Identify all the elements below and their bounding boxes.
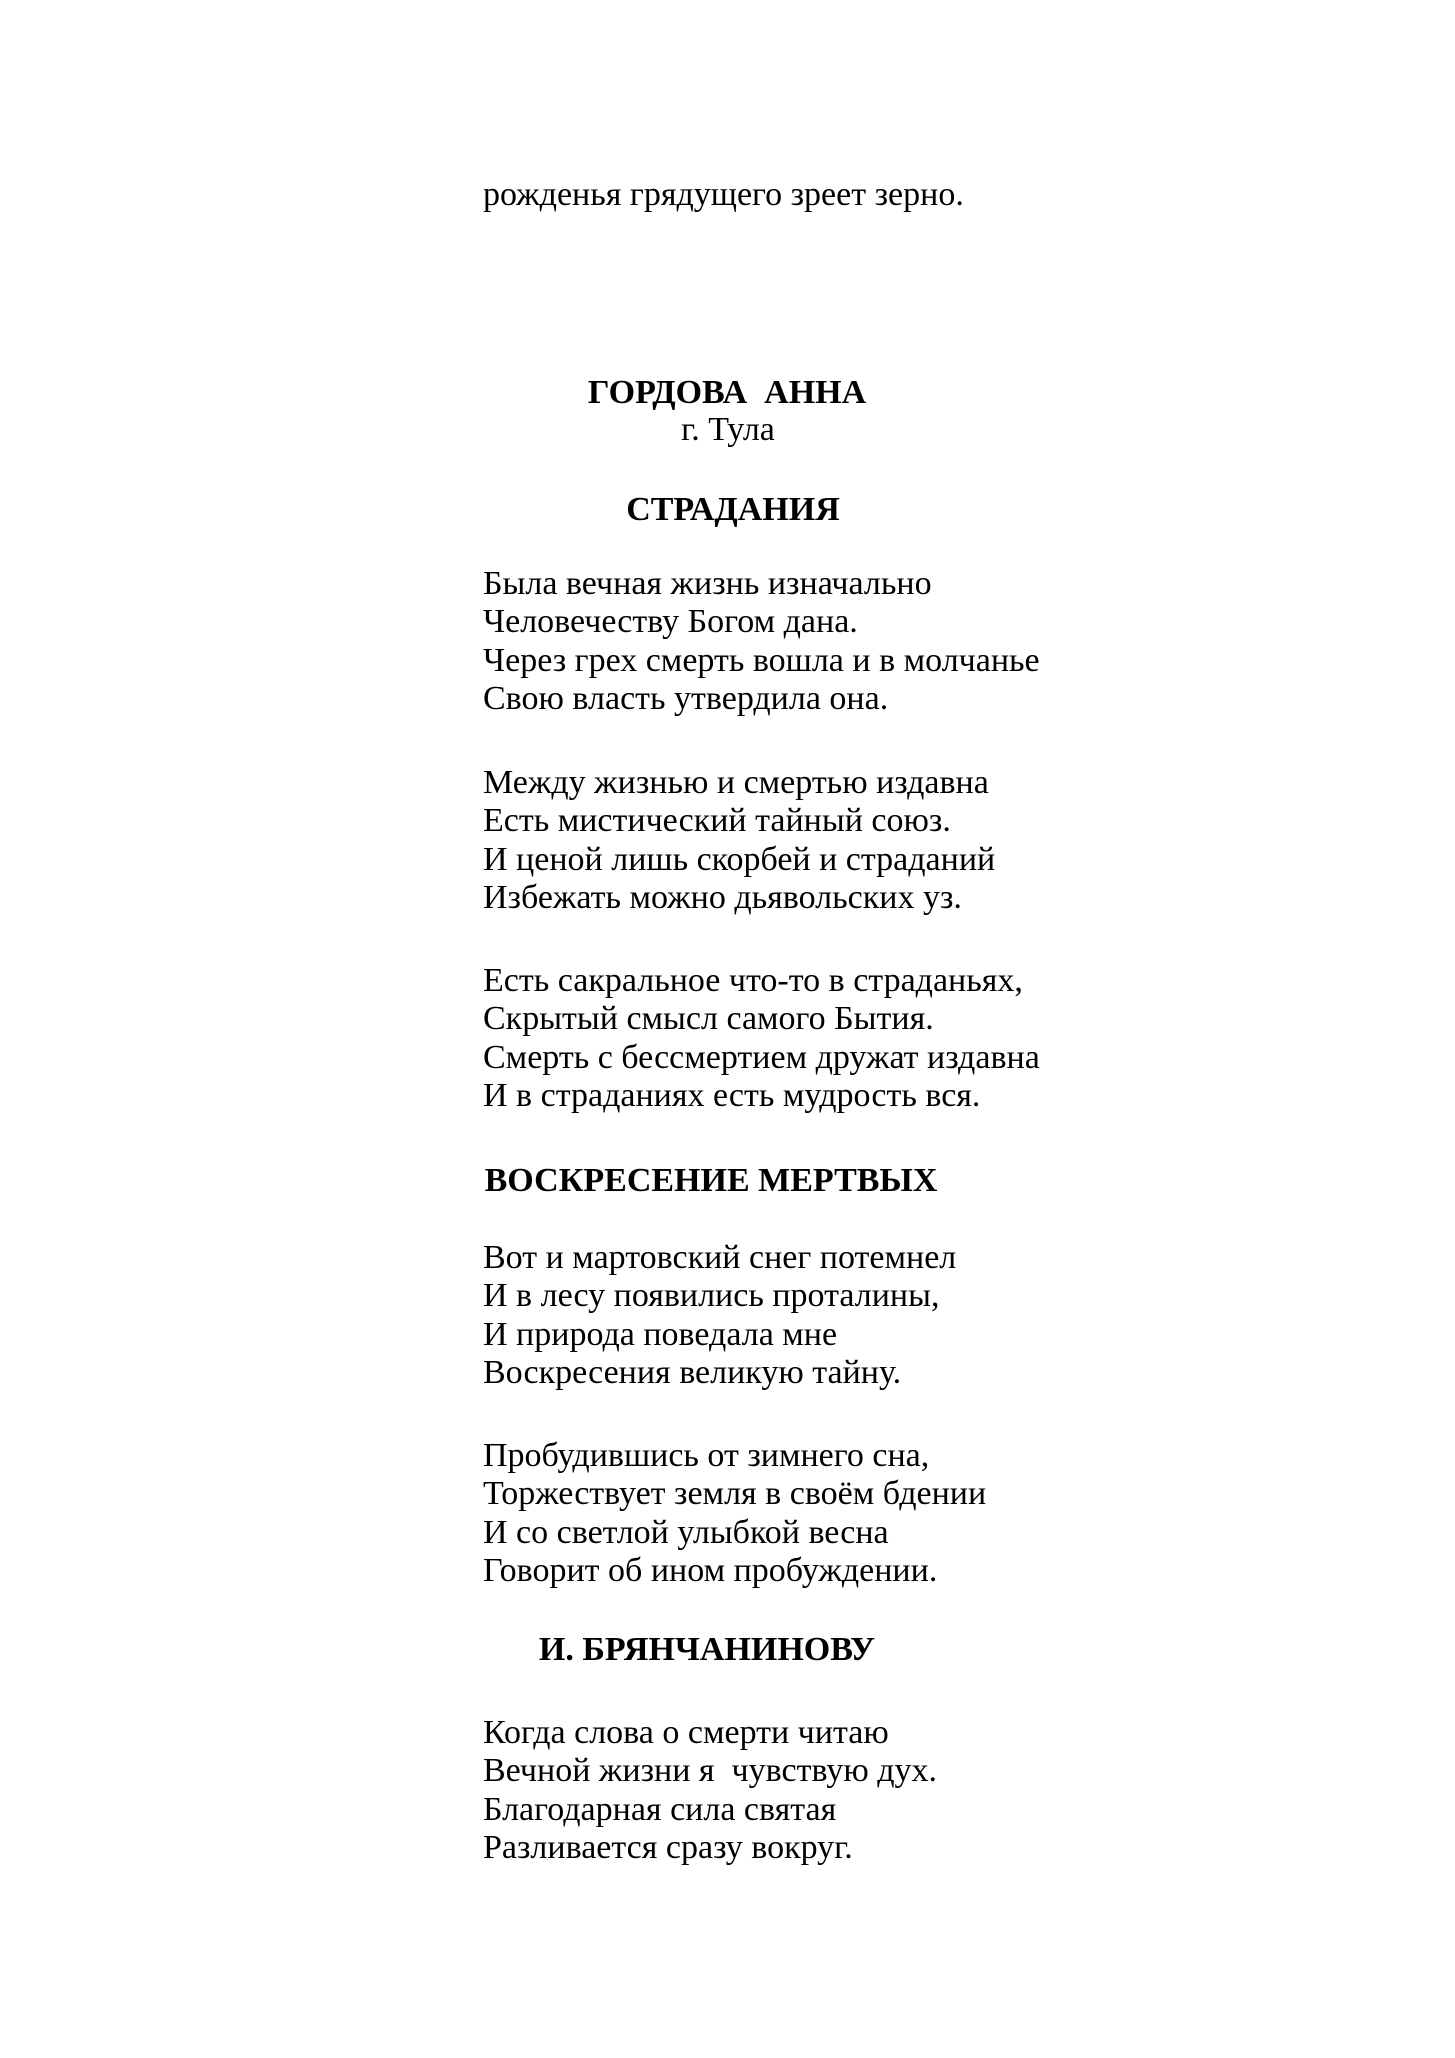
poem-title-bryanchaninovu: И. БРЯНЧАНИНОВУ: [538, 1631, 876, 1668]
poem-title-voskresenie-mertvykh: ВОСКРЕСЕНИЕ МЕРТВЫХ: [484, 1162, 938, 1199]
stanza: [483, 962, 1040, 1116]
author-city: г. Тула: [681, 411, 775, 448]
poem-title-stradaniya: СТРАДАНИЯ: [626, 491, 840, 528]
poem-line: Торжествует земля в своём бдении: [483, 1475, 987, 1513]
poem-line: Когда слова о смерти читаю: [483, 1714, 889, 1751]
poem-line: Избежать можно дьявольских уз.: [483, 879, 962, 917]
poem-line: Была вечная жизнь изначально: [483, 565, 932, 602]
poem-line: Воскресения великую тайну.: [483, 1354, 902, 1392]
poem-line: Благодарная сила святая: [483, 1790, 837, 1828]
poem-line: Пробудившись от зимнего сна,: [483, 1437, 930, 1474]
poem-line: Смерть с бессмертием дружат издавна: [483, 1038, 1040, 1076]
stanza: [483, 1714, 937, 1868]
stanza: [483, 764, 995, 918]
author-name: ГОРДОВА АННА: [587, 374, 867, 411]
poem-line: Между жизнью и смертью издавна: [483, 764, 989, 801]
poem-line: Через грех смерть вошла и в молчанье: [483, 641, 1040, 679]
poem-line: И в лесу появились проталины,: [483, 1277, 940, 1315]
poem-line: Человечеству Богом дана.: [483, 603, 858, 641]
stanza: [483, 1239, 956, 1393]
poem-line: Говорит об ином пробуждении.: [483, 1552, 938, 1590]
poem-line: И в страданиях есть мудрость вся.: [483, 1077, 981, 1115]
poem-line: И ценой лишь скорбей и страданий: [483, 840, 996, 878]
stanza: [483, 1437, 986, 1591]
poem-line: Есть мистический тайный союз.: [483, 802, 951, 840]
poem-line: Вот и мартовский снег потемнел: [483, 1239, 957, 1276]
poem-line: Свою власть утвердила она.: [483, 680, 889, 718]
stanza: [483, 565, 1040, 719]
poem-line: И природа поведала мне: [483, 1315, 838, 1353]
poem-line: И со светлой улыбкой весна: [483, 1513, 889, 1551]
poem-line: Вечной жизни я чувствую дух.: [483, 1752, 938, 1790]
continuation-line: рожденья грядущего зреет зерно.: [483, 176, 964, 213]
poem-line: Есть сакральное что-то в страданьях,: [483, 962, 1023, 999]
poem-line: Разливается сразу вокруг.: [483, 1829, 853, 1867]
poem-line: Скрытый смысл самого Бытия.: [483, 1000, 934, 1038]
